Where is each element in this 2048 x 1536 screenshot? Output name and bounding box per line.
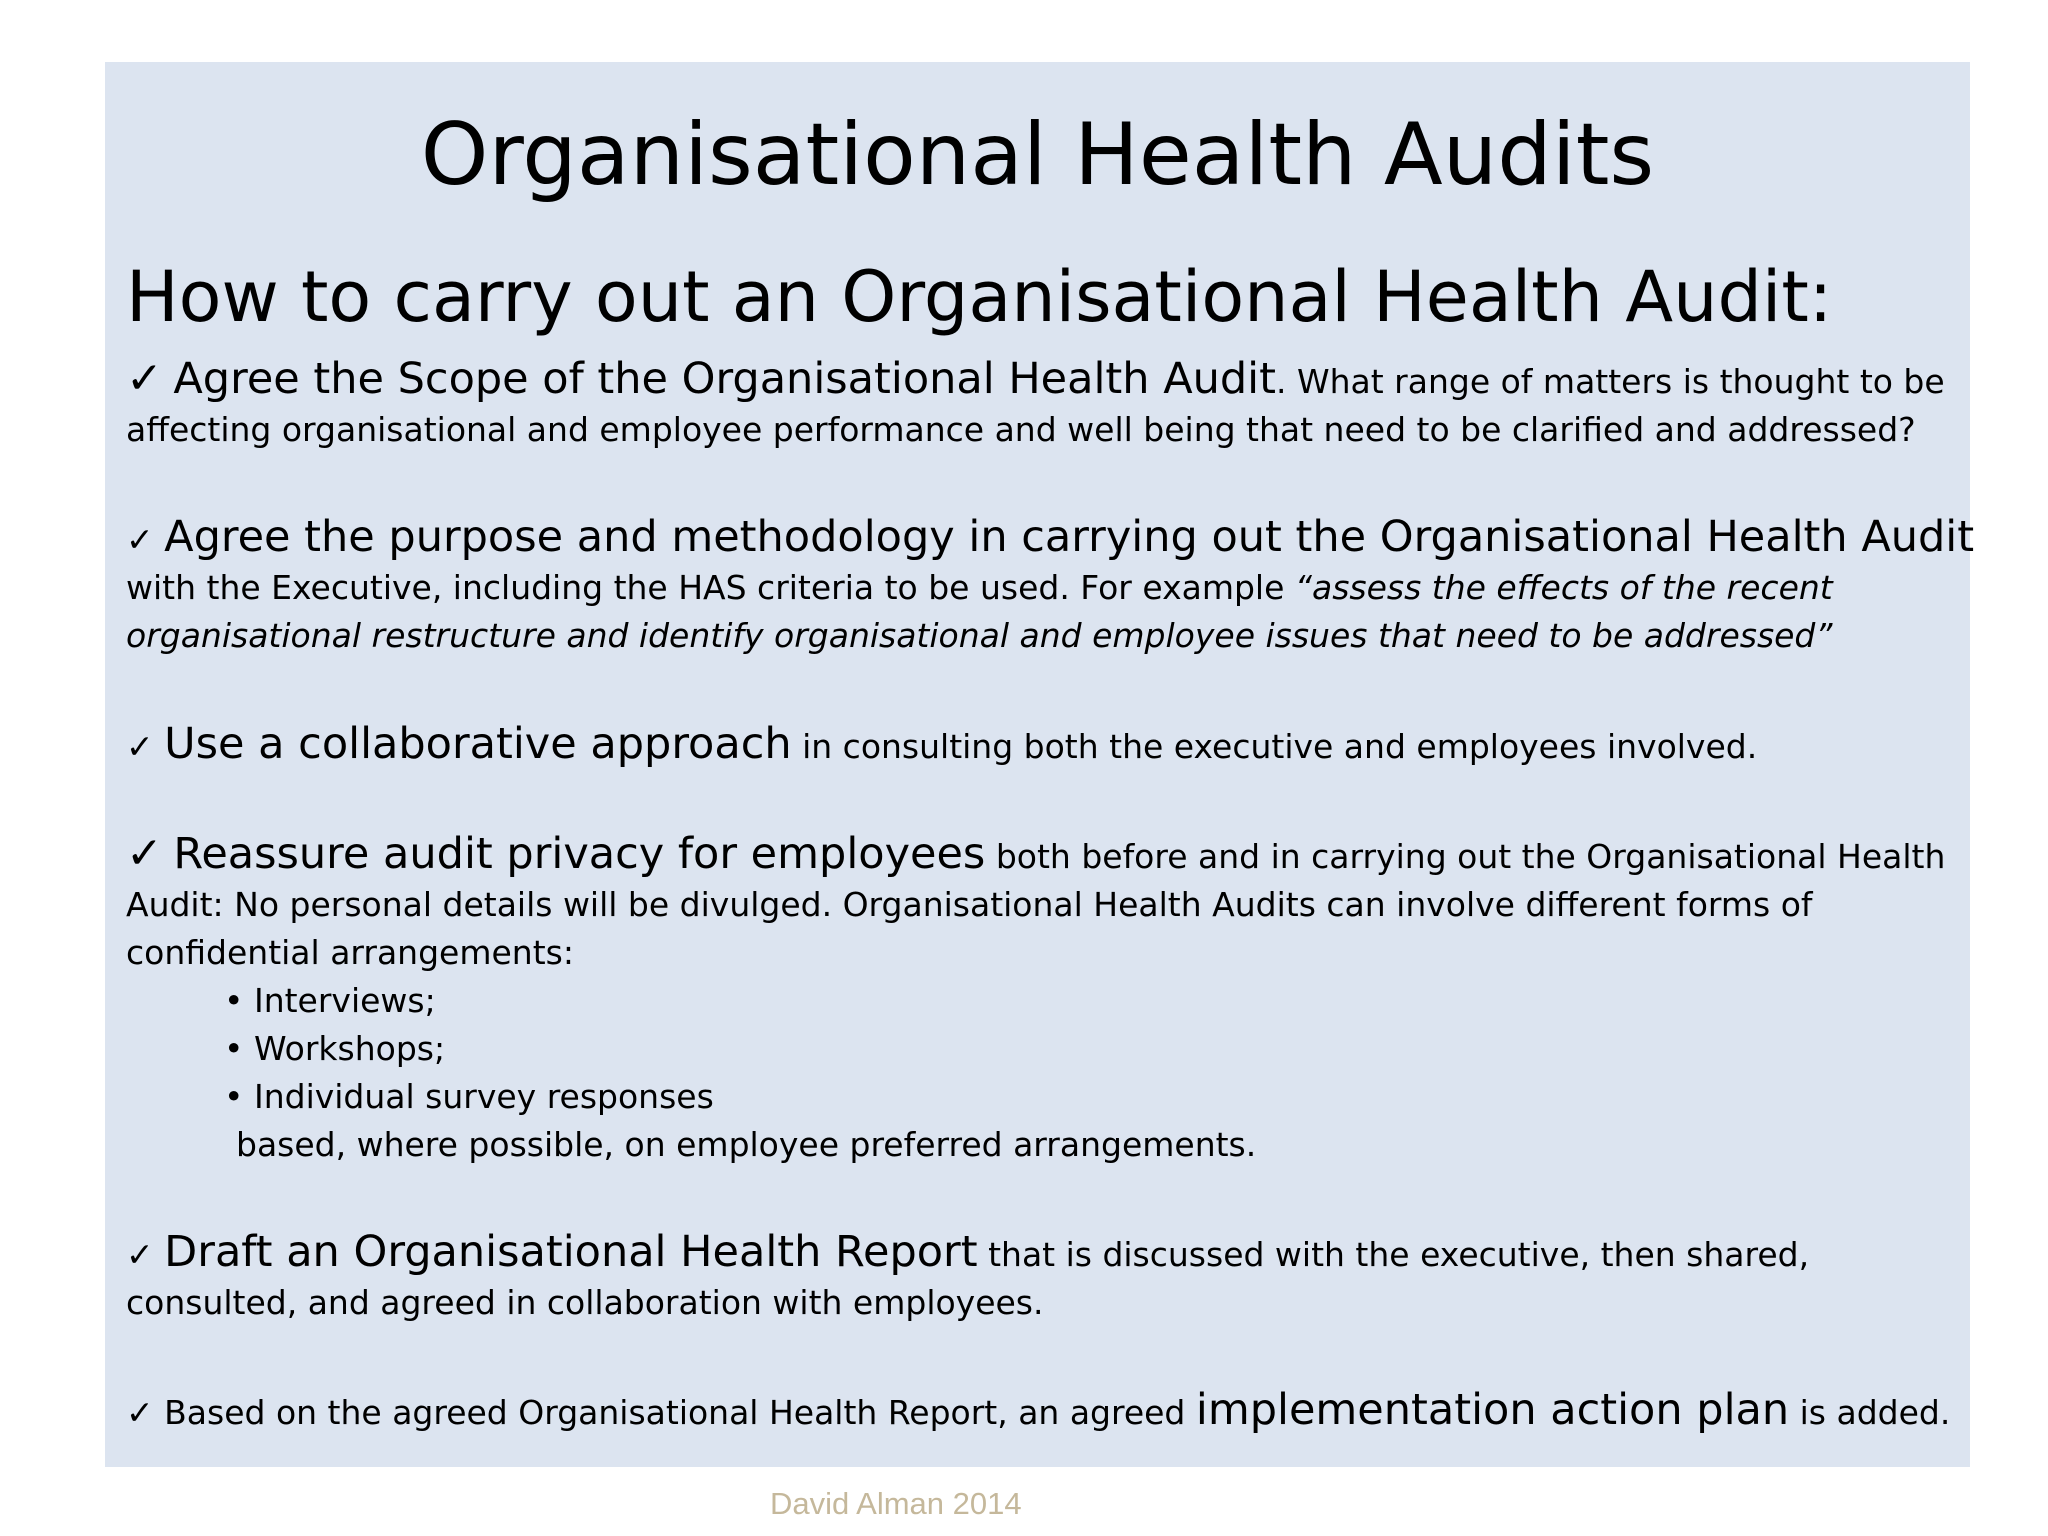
item-text: with the Executive, including the HAS criteria to be used. For example	[126, 568, 1295, 607]
item-heading: Agree the purpose and methodology in carrying out the Organisational Health Audit	[164, 512, 1975, 562]
checkmark-icon: ✓	[126, 353, 163, 404]
item-text: in consulting both the executive and employees involved.	[791, 727, 1758, 766]
item-emphasis: implementation action plan	[1195, 1385, 1790, 1435]
item-privacy	[126, 830, 1966, 1169]
item-text: based, where possible, on employee preferred arrangements.	[236, 1125, 1257, 1164]
bullet-icon: •	[224, 1029, 244, 1068]
item-text: both before and in carrying out the Organisational Health	[985, 837, 1946, 876]
item-text: Based on the agreed Organisational Health Report, an agreed	[164, 1393, 1196, 1432]
item-text: . What range of matters is thought to be	[1276, 362, 1945, 401]
item-text: consulted, and agreed in collaboration with employees.	[126, 1283, 1044, 1322]
list-item: • Interviews;	[224, 981, 436, 1020]
checkmark-icon: ✓	[126, 727, 154, 766]
item-text: that is discussed with the executive, then shared,	[977, 1235, 1810, 1274]
checkmark-icon: ✓	[126, 828, 163, 879]
list-item: • Individual survey responses	[224, 1077, 714, 1116]
item-collaborative	[126, 720, 1966, 771]
item-heading: Reassure audit privacy for employees	[173, 829, 986, 879]
slide-subtitle: How to carry out an Organisational Health Audit:	[126, 256, 1833, 338]
item-text: affecting organisational and employee performance and well being that need to be clarified and addressed?	[126, 410, 1916, 449]
item-quote: organisational restructure and identify organisational and employee issues that need to be addressed”	[126, 616, 1833, 655]
checkmark-icon: ✓	[126, 520, 154, 559]
item-heading: Draft an Organisational Health Report	[164, 1227, 978, 1277]
item-report	[126, 1228, 1966, 1327]
item-action-plan	[126, 1386, 1966, 1437]
item-purpose	[126, 512, 1975, 660]
checkmark-icon: ✓	[126, 1235, 154, 1274]
item-text: is added.	[1789, 1393, 1951, 1432]
item-scope	[126, 355, 1966, 454]
item-text: Audit: No personal details will be divulged. Organisational Health Audits can involve different forms of	[126, 885, 1813, 924]
list-item: • Workshops;	[224, 1029, 446, 1068]
slide-title: Organisational Health Audits	[420, 105, 1655, 205]
bullet-icon: •	[224, 981, 244, 1020]
item-quote: “assess the effects of the recent	[1294, 568, 1833, 607]
checkmark-icon: ✓	[126, 1393, 154, 1432]
item-heading: Use a collaborative approach	[164, 719, 792, 769]
bullet-icon: •	[224, 1077, 244, 1116]
footer-credit: David Alman 2014	[770, 1486, 1022, 1521]
item-heading: Agree the Scope of the Organisational Health Audit	[173, 354, 1276, 404]
item-text: confidential arrangements:	[126, 933, 574, 972]
